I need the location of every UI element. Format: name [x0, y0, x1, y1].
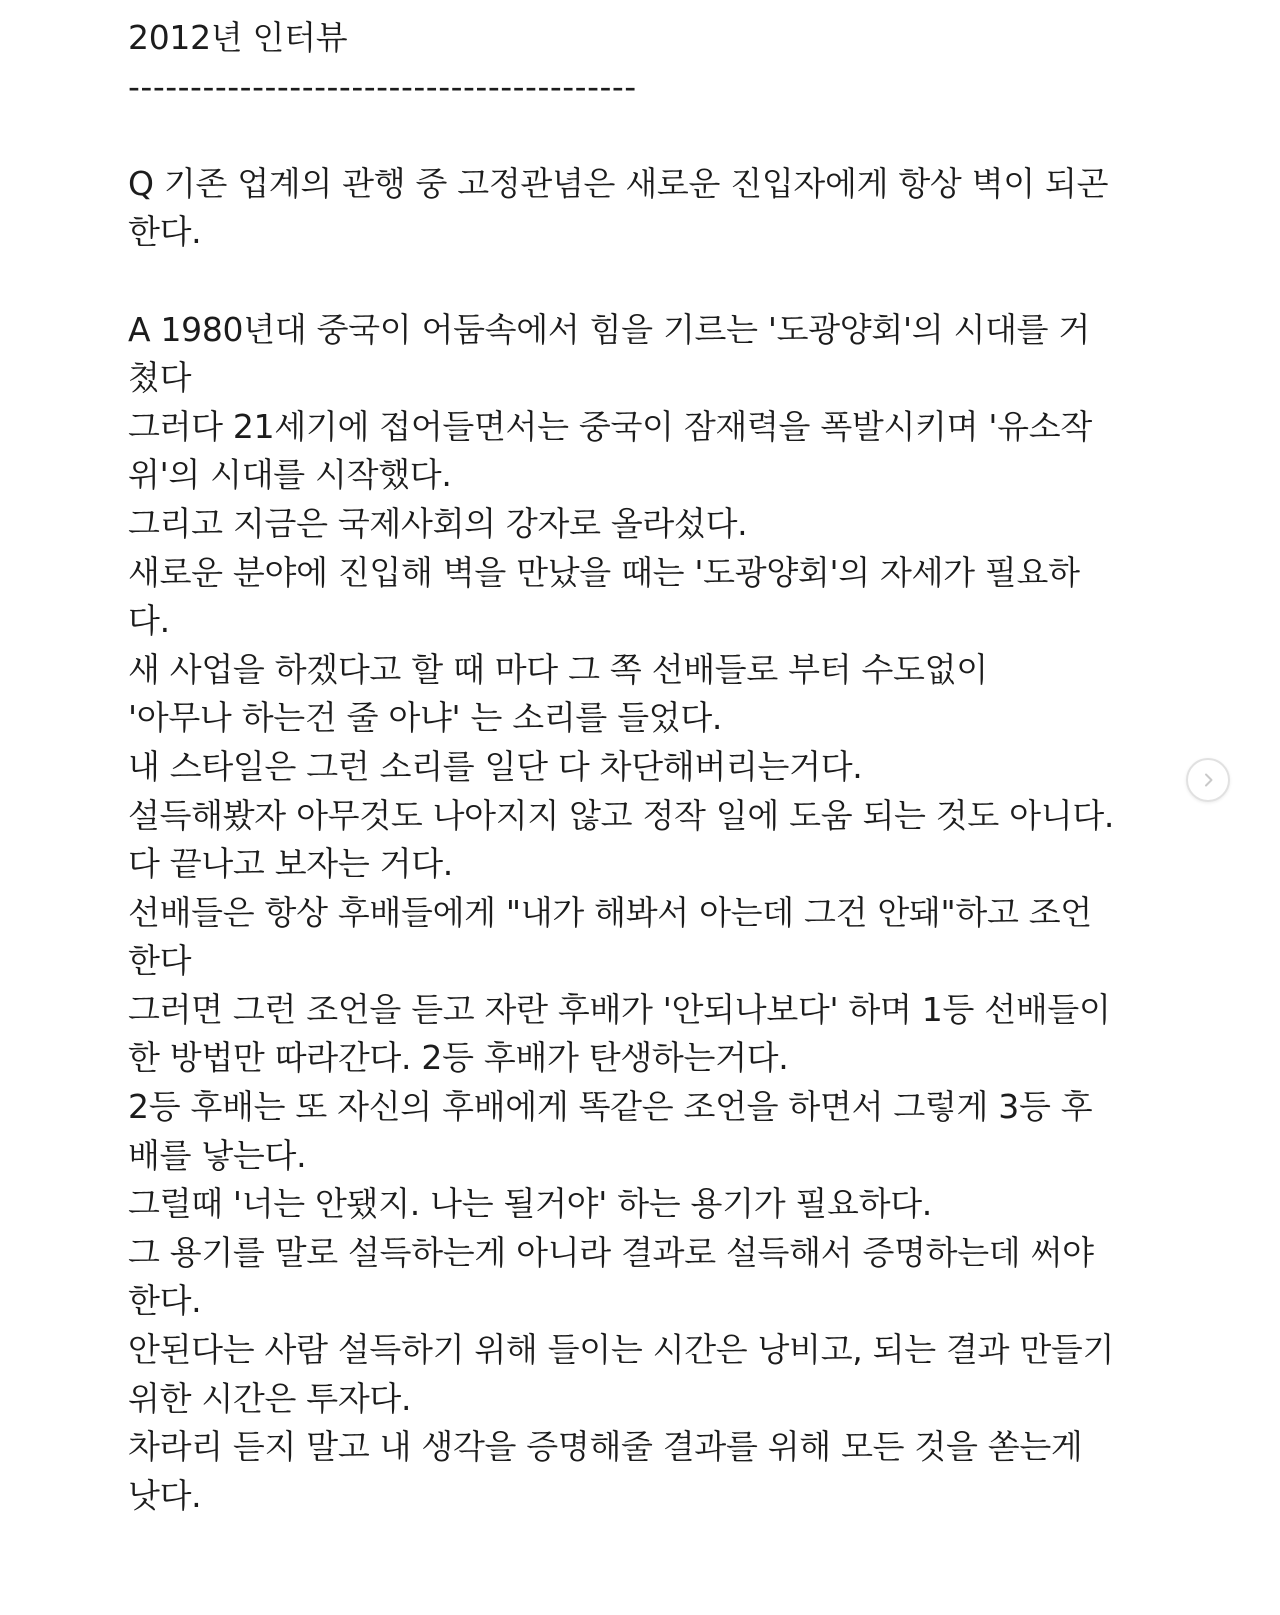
- answer-line: 그리고 지금은 국제사회의 강자로 올라섰다.: [128, 503, 748, 543]
- answer-line: 한 방법만 따라간다. 2등 후배가 탄생하는거다.: [128, 1038, 789, 1078]
- answer-line: 그 용기를 말로 설득하는게 아니라 결과로 설득해서 증명하는데 써야: [128, 1232, 1094, 1272]
- answer-line: 설득해봤자 아무것도 나아지지 않고 정작 일에 도움 되는 것도 아니다.: [128, 795, 1115, 835]
- blank-line: [128, 257, 1138, 306]
- answer-line: 한다: [128, 941, 192, 981]
- question-line: Q 기존 업계의 관행 중 고정관념은 새로운 진입자에게 항상 벽이 되곤: [128, 163, 1109, 203]
- answer-line: 위'의 시대를 시작했다.: [128, 455, 452, 495]
- note-title: 2012년 인터뷰: [128, 18, 348, 57]
- answer-line: 2등 후배는 또 자신의 후배에게 똑같은 조언을 하면서 그렇게 3등 후: [128, 1087, 1093, 1127]
- answer-line: 한다.: [128, 1281, 202, 1321]
- answer-line: 그러다 21세기에 접어들면서는 중국이 잠재력을 폭발시키며 '유소작: [128, 406, 1092, 446]
- chevron-right-icon: [1199, 771, 1217, 789]
- answer-line: 차라리 듣지 말고 내 생각을 증명해줄 결과를 위해 모든 것을 쏟는게: [128, 1427, 1083, 1467]
- divider-line: -----------------------------------------: [128, 66, 637, 106]
- answer-line: 안된다는 사람 설득하기 위해 들이는 시간은 낭비고, 되는 결과 만들기: [128, 1330, 1115, 1370]
- answer-line: 다 끝나고 보자는 거다.: [128, 844, 453, 884]
- answer-line: 쳤다: [128, 358, 192, 398]
- question-line: 한다.: [128, 212, 202, 252]
- answer-line: 낫다.: [128, 1475, 202, 1515]
- answer-line: 그러면 그런 조언을 듣고 자란 후배가 '안되나보다' 하며 1등 선배들이: [128, 989, 1111, 1029]
- next-slide-button[interactable]: [1186, 758, 1230, 802]
- answer-block: [128, 306, 1138, 1521]
- answer-line: 선배들은 항상 후배들에게 "내가 해봐서 아는데 그건 안돼"하고 조언: [128, 892, 1092, 932]
- answer-line: 새 사업을 하겠다고 할 때 마다 그 쪽 선배들로 부터 수도없이: [128, 649, 988, 689]
- answer-line: 새로운 분야에 진입해 벽을 만났을 때는 '도광양회'의 자세가 필요하: [128, 552, 1080, 592]
- answer-line: 다.: [128, 601, 170, 641]
- answer-line: 내 스타일은 그런 소리를 일단 다 차단해버리는거다.: [128, 746, 863, 786]
- question-block: [128, 160, 1138, 257]
- answer-line: 배를 낳는다.: [128, 1135, 307, 1175]
- answer-line: A 1980년대 중국이 어둠속에서 힘을 기르는 '도광양회'의 시대를 거: [128, 309, 1090, 349]
- blank-line: [128, 111, 1138, 160]
- answer-line: 그럴때 '너는 안됐지. 나는 될거야' 하는 용기가 필요하다.: [128, 1184, 932, 1224]
- answer-line: 위한 시간은 투자다.: [128, 1378, 412, 1418]
- note-body: [128, 14, 1138, 1520]
- answer-line: '아무나 하는건 줄 아냐' 는 소리를 들었다.: [128, 698, 723, 738]
